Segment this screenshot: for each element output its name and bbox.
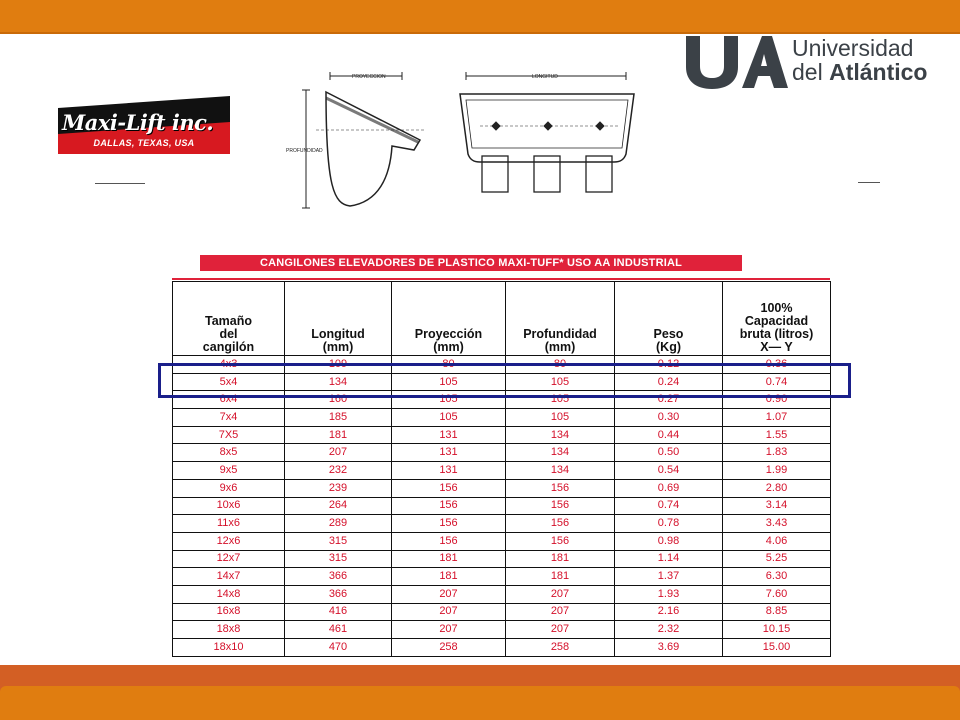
header-line: (Kg) bbox=[656, 340, 681, 354]
projection-cell: 156 bbox=[392, 497, 506, 515]
bucket-technical-drawing bbox=[286, 68, 640, 216]
size-cell: 8x5 bbox=[173, 444, 285, 462]
size-cell: 16x8 bbox=[173, 603, 285, 621]
length-cell: 207 bbox=[285, 444, 392, 462]
weight-cell: 0.98 bbox=[615, 532, 723, 550]
length-cell: 315 bbox=[285, 550, 392, 568]
header-line: (mm) bbox=[544, 340, 576, 354]
capacity-cell: 1.07 bbox=[723, 409, 831, 427]
projection-cell: 156 bbox=[392, 515, 506, 533]
projection-cell: 105 bbox=[392, 391, 506, 409]
size-header bbox=[173, 282, 285, 356]
depth-header bbox=[506, 282, 615, 356]
capacity-cell: 10.15 bbox=[723, 621, 831, 639]
weight-cell: 0.30 bbox=[615, 409, 723, 427]
length-cell: 239 bbox=[285, 479, 392, 497]
header-line: Proyección bbox=[414, 327, 483, 341]
size-cell: 12x6 bbox=[173, 532, 285, 550]
table-row bbox=[173, 479, 831, 497]
table-row bbox=[173, 444, 831, 462]
length-cell: 289 bbox=[285, 515, 392, 533]
depth-cell: 156 bbox=[506, 479, 615, 497]
capacity-cell: 1.99 bbox=[723, 462, 831, 480]
length-cell: 109 bbox=[285, 356, 392, 374]
spec-table bbox=[172, 281, 831, 657]
projection-cell: 80 bbox=[392, 356, 506, 374]
weight-cell: 2.32 bbox=[615, 621, 723, 639]
capacity-cell: 5.25 bbox=[723, 550, 831, 568]
depth-cell: 258 bbox=[506, 639, 615, 657]
weight-cell: 0.69 bbox=[615, 479, 723, 497]
depth-cell: 105 bbox=[506, 409, 615, 427]
size-cell: 5x4 bbox=[173, 373, 285, 391]
length-cell: 366 bbox=[285, 585, 392, 603]
capacity-cell: 7.60 bbox=[723, 585, 831, 603]
weight-cell: 1.93 bbox=[615, 585, 723, 603]
depth-cell: 134 bbox=[506, 462, 615, 480]
table-row bbox=[173, 462, 831, 480]
table-row bbox=[173, 426, 831, 444]
length-cell: 470 bbox=[285, 639, 392, 657]
table-row bbox=[173, 621, 831, 639]
table-row bbox=[173, 550, 831, 568]
divider-right bbox=[858, 182, 880, 183]
depth-cell: 181 bbox=[506, 568, 615, 586]
length-cell: 315 bbox=[285, 532, 392, 550]
header-line: cangilón bbox=[202, 340, 255, 354]
proyeccion-dim-label: PROYECCION bbox=[352, 74, 386, 80]
projection-cell: 131 bbox=[392, 426, 506, 444]
header-line: Longitud bbox=[311, 327, 365, 341]
length-cell: 416 bbox=[285, 603, 392, 621]
depth-cell: 105 bbox=[506, 373, 615, 391]
table-row bbox=[173, 532, 831, 550]
capacity-cell: 0.74 bbox=[723, 373, 831, 391]
depth-cell: 207 bbox=[506, 603, 615, 621]
length-cell: 366 bbox=[285, 568, 392, 586]
weight-header bbox=[615, 282, 723, 356]
weight-cell: 0.12 bbox=[615, 356, 723, 374]
length-cell: 160 bbox=[285, 391, 392, 409]
depth-cell: 105 bbox=[506, 391, 615, 409]
weight-cell: 2.16 bbox=[615, 603, 723, 621]
ua-name-line2-prefix: del bbox=[792, 59, 830, 85]
maxilift-logo-name: Maxi-Lift inc. bbox=[62, 110, 214, 135]
projection-cell: 156 bbox=[392, 479, 506, 497]
weight-cell: 1.37 bbox=[615, 568, 723, 586]
maxilift-logo bbox=[58, 108, 230, 154]
projection-cell: 181 bbox=[392, 568, 506, 586]
depth-cell: 207 bbox=[506, 585, 615, 603]
header-line: del bbox=[219, 327, 238, 341]
header-line: 100% bbox=[760, 301, 793, 315]
maxilift-logo-location: DALLAS, TEXAS, USA bbox=[93, 138, 195, 148]
capacity-header bbox=[723, 282, 831, 356]
spec-table-title: CANGILONES ELEVADORES DE PLASTICO MAXI-TUFF* USO AA INDUSTRIAL bbox=[200, 255, 742, 271]
capacity-cell: 3.43 bbox=[723, 515, 831, 533]
depth-cell: 134 bbox=[506, 426, 615, 444]
bucket-side-view bbox=[302, 72, 426, 208]
top-accent-bar bbox=[0, 0, 960, 34]
size-cell: 14x8 bbox=[173, 585, 285, 603]
longitud-dim-label: LONGITUD bbox=[532, 74, 558, 80]
header-line: Profundidad bbox=[523, 327, 597, 341]
depth-cell: 156 bbox=[506, 532, 615, 550]
capacity-cell: 2.80 bbox=[723, 479, 831, 497]
table-row bbox=[173, 568, 831, 586]
size-cell: 10x6 bbox=[173, 497, 285, 515]
length-cell: 134 bbox=[285, 373, 392, 391]
table-row bbox=[173, 497, 831, 515]
table-row bbox=[173, 585, 831, 603]
capacity-cell: 1.55 bbox=[723, 426, 831, 444]
projection-cell: 131 bbox=[392, 444, 506, 462]
weight-cell: 0.78 bbox=[615, 515, 723, 533]
size-cell: 12x7 bbox=[173, 550, 285, 568]
depth-cell: 134 bbox=[506, 444, 615, 462]
capacity-cell: 4.06 bbox=[723, 532, 831, 550]
depth-cell: 80 bbox=[506, 356, 615, 374]
depth-cell: 156 bbox=[506, 515, 615, 533]
capacity-cell: 0.90 bbox=[723, 391, 831, 409]
size-cell: 4x3 bbox=[173, 356, 285, 374]
capacity-cell: 8.85 bbox=[723, 603, 831, 621]
header-line: X— Y bbox=[760, 340, 793, 354]
size-cell: 18x8 bbox=[173, 621, 285, 639]
projection-header bbox=[392, 282, 506, 356]
projection-cell: 105 bbox=[392, 409, 506, 427]
divider-left bbox=[95, 183, 145, 184]
length-cell: 264 bbox=[285, 497, 392, 515]
weight-cell: 3.69 bbox=[615, 639, 723, 657]
weight-cell: 0.27 bbox=[615, 391, 723, 409]
size-cell: 7x4 bbox=[173, 409, 285, 427]
length-cell: 232 bbox=[285, 462, 392, 480]
size-cell: 11x6 bbox=[173, 515, 285, 533]
projection-cell: 207 bbox=[392, 585, 506, 603]
header-line: bruta (litros) bbox=[739, 327, 814, 341]
size-cell: 6x4 bbox=[173, 391, 285, 409]
table-row bbox=[173, 409, 831, 427]
capacity-cell: 3.14 bbox=[723, 497, 831, 515]
universidad-atlantico-logo bbox=[684, 34, 960, 90]
header-line: Tamaño bbox=[205, 314, 252, 328]
bucket-front-view bbox=[460, 72, 634, 192]
profundidad-dim-label: PROFUNDIDAD bbox=[286, 148, 323, 154]
header-line: Peso bbox=[653, 327, 684, 341]
capacity-cell: 0.36 bbox=[723, 356, 831, 374]
size-cell: 9x6 bbox=[173, 479, 285, 497]
ua-name-line2-bold: Atlántico bbox=[829, 59, 928, 85]
depth-cell: 207 bbox=[506, 621, 615, 639]
capacity-cell: 15.00 bbox=[723, 639, 831, 657]
ua-name-line1: Universidad bbox=[792, 35, 914, 61]
weight-cell: 0.24 bbox=[615, 373, 723, 391]
size-cell: 9x5 bbox=[173, 462, 285, 480]
weight-cell: 1.14 bbox=[615, 550, 723, 568]
spec-table-title-rule bbox=[172, 278, 830, 280]
depth-cell: 181 bbox=[506, 550, 615, 568]
bottom-accent-bar bbox=[0, 686, 960, 720]
length-header bbox=[285, 282, 392, 356]
size-cell: 7X5 bbox=[173, 426, 285, 444]
depth-cell: 156 bbox=[506, 497, 615, 515]
length-cell: 461 bbox=[285, 621, 392, 639]
projection-cell: 131 bbox=[392, 462, 506, 480]
header-line: (mm) bbox=[433, 340, 464, 354]
table-header-row bbox=[173, 282, 831, 356]
projection-cell: 207 bbox=[392, 603, 506, 621]
weight-cell: 0.44 bbox=[615, 426, 723, 444]
table-row bbox=[173, 639, 831, 657]
length-cell: 185 bbox=[285, 409, 392, 427]
size-cell: 14x7 bbox=[173, 568, 285, 586]
weight-cell: 0.74 bbox=[615, 497, 723, 515]
header-line: (mm) bbox=[322, 340, 354, 354]
header-line: Capacidad bbox=[744, 314, 809, 328]
projection-cell: 181 bbox=[392, 550, 506, 568]
length-cell: 181 bbox=[285, 426, 392, 444]
size-cell: 18x10 bbox=[173, 639, 285, 657]
weight-cell: 0.54 bbox=[615, 462, 723, 480]
projection-cell: 207 bbox=[392, 621, 506, 639]
capacity-cell: 1.83 bbox=[723, 444, 831, 462]
projection-cell: 105 bbox=[392, 373, 506, 391]
weight-cell: 0.50 bbox=[615, 444, 723, 462]
capacity-cell: 6.30 bbox=[723, 568, 831, 586]
projection-cell: 258 bbox=[392, 639, 506, 657]
ua-mark-icon bbox=[684, 34, 788, 90]
table-row bbox=[173, 603, 831, 621]
table-row bbox=[173, 515, 831, 533]
highlight-box-5x4 bbox=[158, 363, 851, 398]
projection-cell: 156 bbox=[392, 532, 506, 550]
